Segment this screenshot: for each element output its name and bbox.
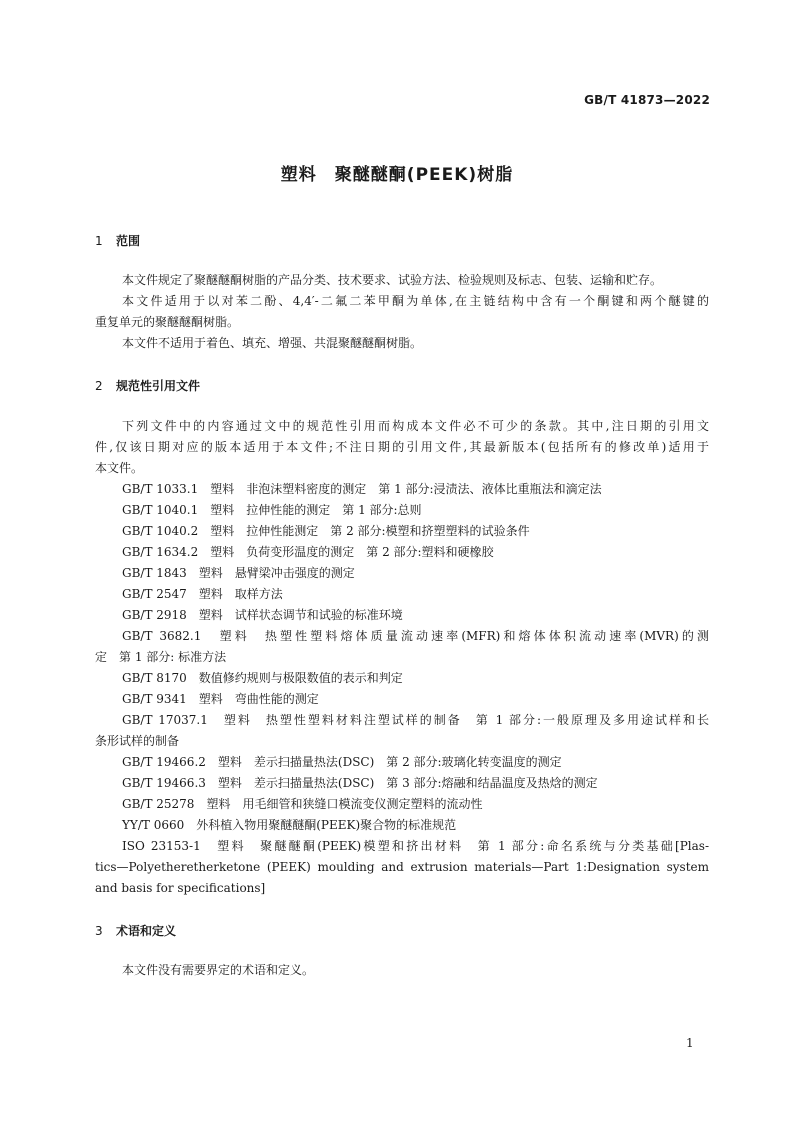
reference-item: GB/T 3682.1 塑料 热塑性塑料熔体质量流动速率(MFR)和熔体体积流动速率(MVR)的测 <box>122 629 709 643</box>
reference-item: GB/T 19466.2 塑料 差示扫描量热法(DSC) 第 2 部分:玻璃化转变温度的测定 <box>122 755 562 769</box>
reference-item-continuation: 定 第 1 部分: 标准方法 <box>95 650 227 664</box>
paragraph-line: 本文件。 <box>95 461 144 475</box>
section-number: 2 <box>95 379 103 393</box>
reference-item: GB/T 1843 塑料 悬臂梁冲击强度的测定 <box>122 566 355 580</box>
paragraph-line: 本文件规定了聚醚醚酮树脂的产品分类、技术要求、试验方法、检验规则及标志、包装、运输和贮存。 <box>122 273 663 287</box>
reference-item: GB/T 1040.1 塑料 拉伸性能的测定 第 1 部分:总则 <box>122 503 422 517</box>
section-title: 规范性引用文件 <box>116 379 201 393</box>
reference-item-continuation: and basis for specifications] <box>95 881 266 895</box>
reference-item: GB/T 2918 塑料 试样状态调节和试验的标准环境 <box>122 608 403 622</box>
section-heading-normative-references <box>95 377 200 394</box>
paragraph-line: 下列文件中的内容通过文中的规范性引用而构成本文件必不可少的条款。其中,注日期的引用文 <box>122 419 709 433</box>
reference-item: GB/T 2547 塑料 取样方法 <box>122 587 283 601</box>
reference-item-continuation: tics—Polyetheretherketone (PEEK) moulding and extrusion materials—Part 1:Designation system <box>95 860 709 874</box>
reference-item: GB/T 1040.2 塑料 拉伸性能测定 第 2 部分:模塑和挤塑塑料的试验条件 <box>122 524 530 538</box>
section-number: 3 <box>95 924 103 938</box>
reference-item: GB/T 19466.3 塑料 差示扫描量热法(DSC) 第 3 部分:熔融和结晶温度及热焓的测定 <box>122 776 598 790</box>
reference-item: GB/T 17037.1 塑料 热塑性塑料材料注塑试样的制备 第 1 部分:一般原理及多用途试样和长 <box>122 713 709 727</box>
section-title: 术语和定义 <box>116 924 177 938</box>
section-title: 范围 <box>116 234 141 248</box>
reference-item: GB/T 25278 塑料 用毛细管和狭缝口模流变仪测定塑料的流动性 <box>122 797 483 811</box>
reference-item: GB/T 9341 塑料 弯曲性能的测定 <box>122 692 319 706</box>
paragraph-line: 重复单元的聚醚醚酮树脂。 <box>95 315 240 329</box>
paragraph-line: 本文件适用于以对苯二酚、4,4′-二氟二苯甲酮为单体,在主链结构中含有一个酮键和两个醚键的 <box>122 294 709 308</box>
reference-item: GB/T 8170 数值修约规则与极限数值的表示和判定 <box>122 671 403 685</box>
section-number: 1 <box>95 234 103 248</box>
section-heading-scope <box>95 232 140 249</box>
reference-item: GB/T 1634.2 塑料 负荷变形温度的测定 第 2 部分:塑料和硬橡胶 <box>122 545 494 559</box>
reference-item-continuation: 条形试样的制备 <box>95 734 180 748</box>
page-number: 1 <box>686 1036 694 1050</box>
standard-code: GB/T 41873—2022 <box>584 93 710 107</box>
section-heading-terms-definitions <box>95 922 176 939</box>
paragraph-line: 本文件没有需要界定的术语和定义。 <box>122 963 315 977</box>
paragraph-line: 件,仅该日期对应的版本适用于本文件;不注日期的引用文件,其最新版本(包括所有的修改单)适用于 <box>95 440 709 454</box>
reference-item: GB/T 1033.1 塑料 非泡沫塑料密度的测定 第 1 部分:浸渍法、液体比重瓶法和滴定法 <box>122 482 602 496</box>
reference-item: YY/T 0660 外科植入物用聚醚醚酮(PEEK)聚合物的标准规范 <box>122 818 457 832</box>
document-title: 塑料 聚醚醚酮(PEEK)树脂 <box>280 165 514 185</box>
paragraph-line: 本文件不适用于着色、填充、增强、共混聚醚醚酮树脂。 <box>122 336 423 350</box>
reference-item: ISO 23153-1 塑料 聚醚醚酮(PEEK)模塑和挤出材料 第 1 部分:命名系统与分类基础[Plas- <box>122 839 709 853</box>
